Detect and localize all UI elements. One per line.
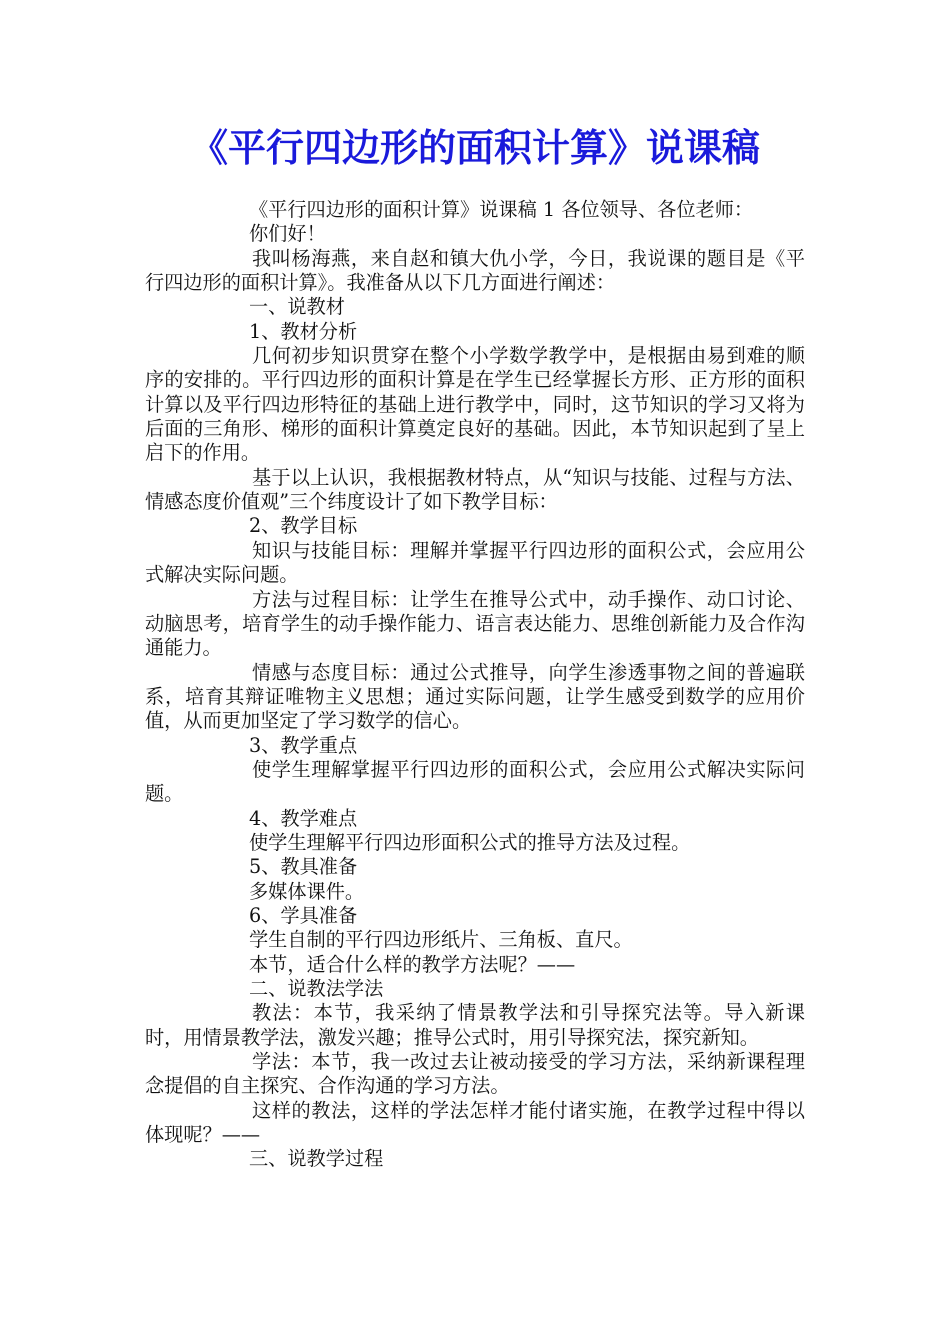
paragraph: 2、教学目标 xyxy=(249,514,358,538)
paragraph: 你们好！ xyxy=(249,222,326,246)
paragraph: 一、说教材 xyxy=(249,295,345,319)
paragraph: 4、教学难点 xyxy=(249,806,358,830)
paragraph: 我叫杨海燕，来自赵和镇大仇小学，今日，我说课的题目是《平行四边形的面积计算》。我准备从以下几方面进行阐述： xyxy=(145,246,805,295)
paragraph: 二、说教法学法 xyxy=(249,977,384,1000)
paragraph: 教法：本节，我采纳了情景教学法和引导探究法等。导入新课时，用情景教学法，激发兴趣；推导公式时，用引导探究法，探究新知。 xyxy=(145,1001,805,1049)
paragraph: 使学生理解掌握平行四边形的面积公式，会应用公式解决实际问题。 xyxy=(145,757,805,806)
paragraph: 本节，适合什么样的教学方法呢？—— xyxy=(249,952,576,976)
paragraph: 3、教学重点 xyxy=(249,733,358,757)
paragraph: 这样的教法，这样的学法怎样才能付诸实施，在教学过程中得以体现呢？—— xyxy=(145,1098,805,1147)
document-body xyxy=(145,198,805,1172)
document-title: 《平行四边形的面积计算》说课稿 xyxy=(189,126,760,170)
paragraph: 基于以上认识，我根据教材特点，从“知识与技能、过程与方法、情感态度价值观”三个纬度设计了如下教学目标： xyxy=(145,465,805,514)
paragraph: 三、说教学过程 xyxy=(249,1147,384,1171)
paragraph: 几何初步知识贯穿在整个小学数学教学中，是根据由易到难的顺序的安排的。平行四边形的面积计算是在学生已经掌握长方形、正方形的面积计算以及平行四边形特征的基础上进行教学中，同时，这节知识的学习又将为后面的三角形、梯形的面积计算奠定良好的基础。因此，本节知识起到了呈上启下的作用。 xyxy=(145,344,805,465)
paragraph: 5、教具准备 xyxy=(249,855,358,879)
paragraph: 学法：本节，我一改过去让被动接受的学习方法，采纳新课程理念提倡的自主探究、合作沟通的学习方法。 xyxy=(145,1050,805,1098)
paragraph: 6、学具准备 xyxy=(249,903,358,927)
paragraph: 多媒体课件。 xyxy=(249,879,365,903)
paragraph: 情感与态度目标：通过公式推导，向学生渗透事物之间的普遍联系，培育其辩证唯物主义思想；通过实际问题，让学生感受到数学的应用价值，从而更加坚定了学习数学的信心。 xyxy=(145,660,805,733)
paragraph: 《平行四边形的面积计算》说课稿 1 各位领导、各位老师： xyxy=(249,198,754,221)
paragraph: 方法与过程目标：让学生在推导公式中，动手操作、动口讨论、动脑思考，培育学生的动手操作能力、语言表达能力、思维创新能力及合作沟通能力。 xyxy=(145,587,805,660)
paragraph: 学生自制的平行四边形纸片、三角板、直尺。 xyxy=(249,928,633,952)
paragraph: 使学生理解平行四边形面积公式的推导方法及过程。 xyxy=(249,830,691,854)
paragraph: 知识与技能目标：理解并掌握平行四边形的面积公式，会应用公式解决实际问题。 xyxy=(145,538,805,587)
paragraph: 1、教材分析 xyxy=(249,319,358,343)
